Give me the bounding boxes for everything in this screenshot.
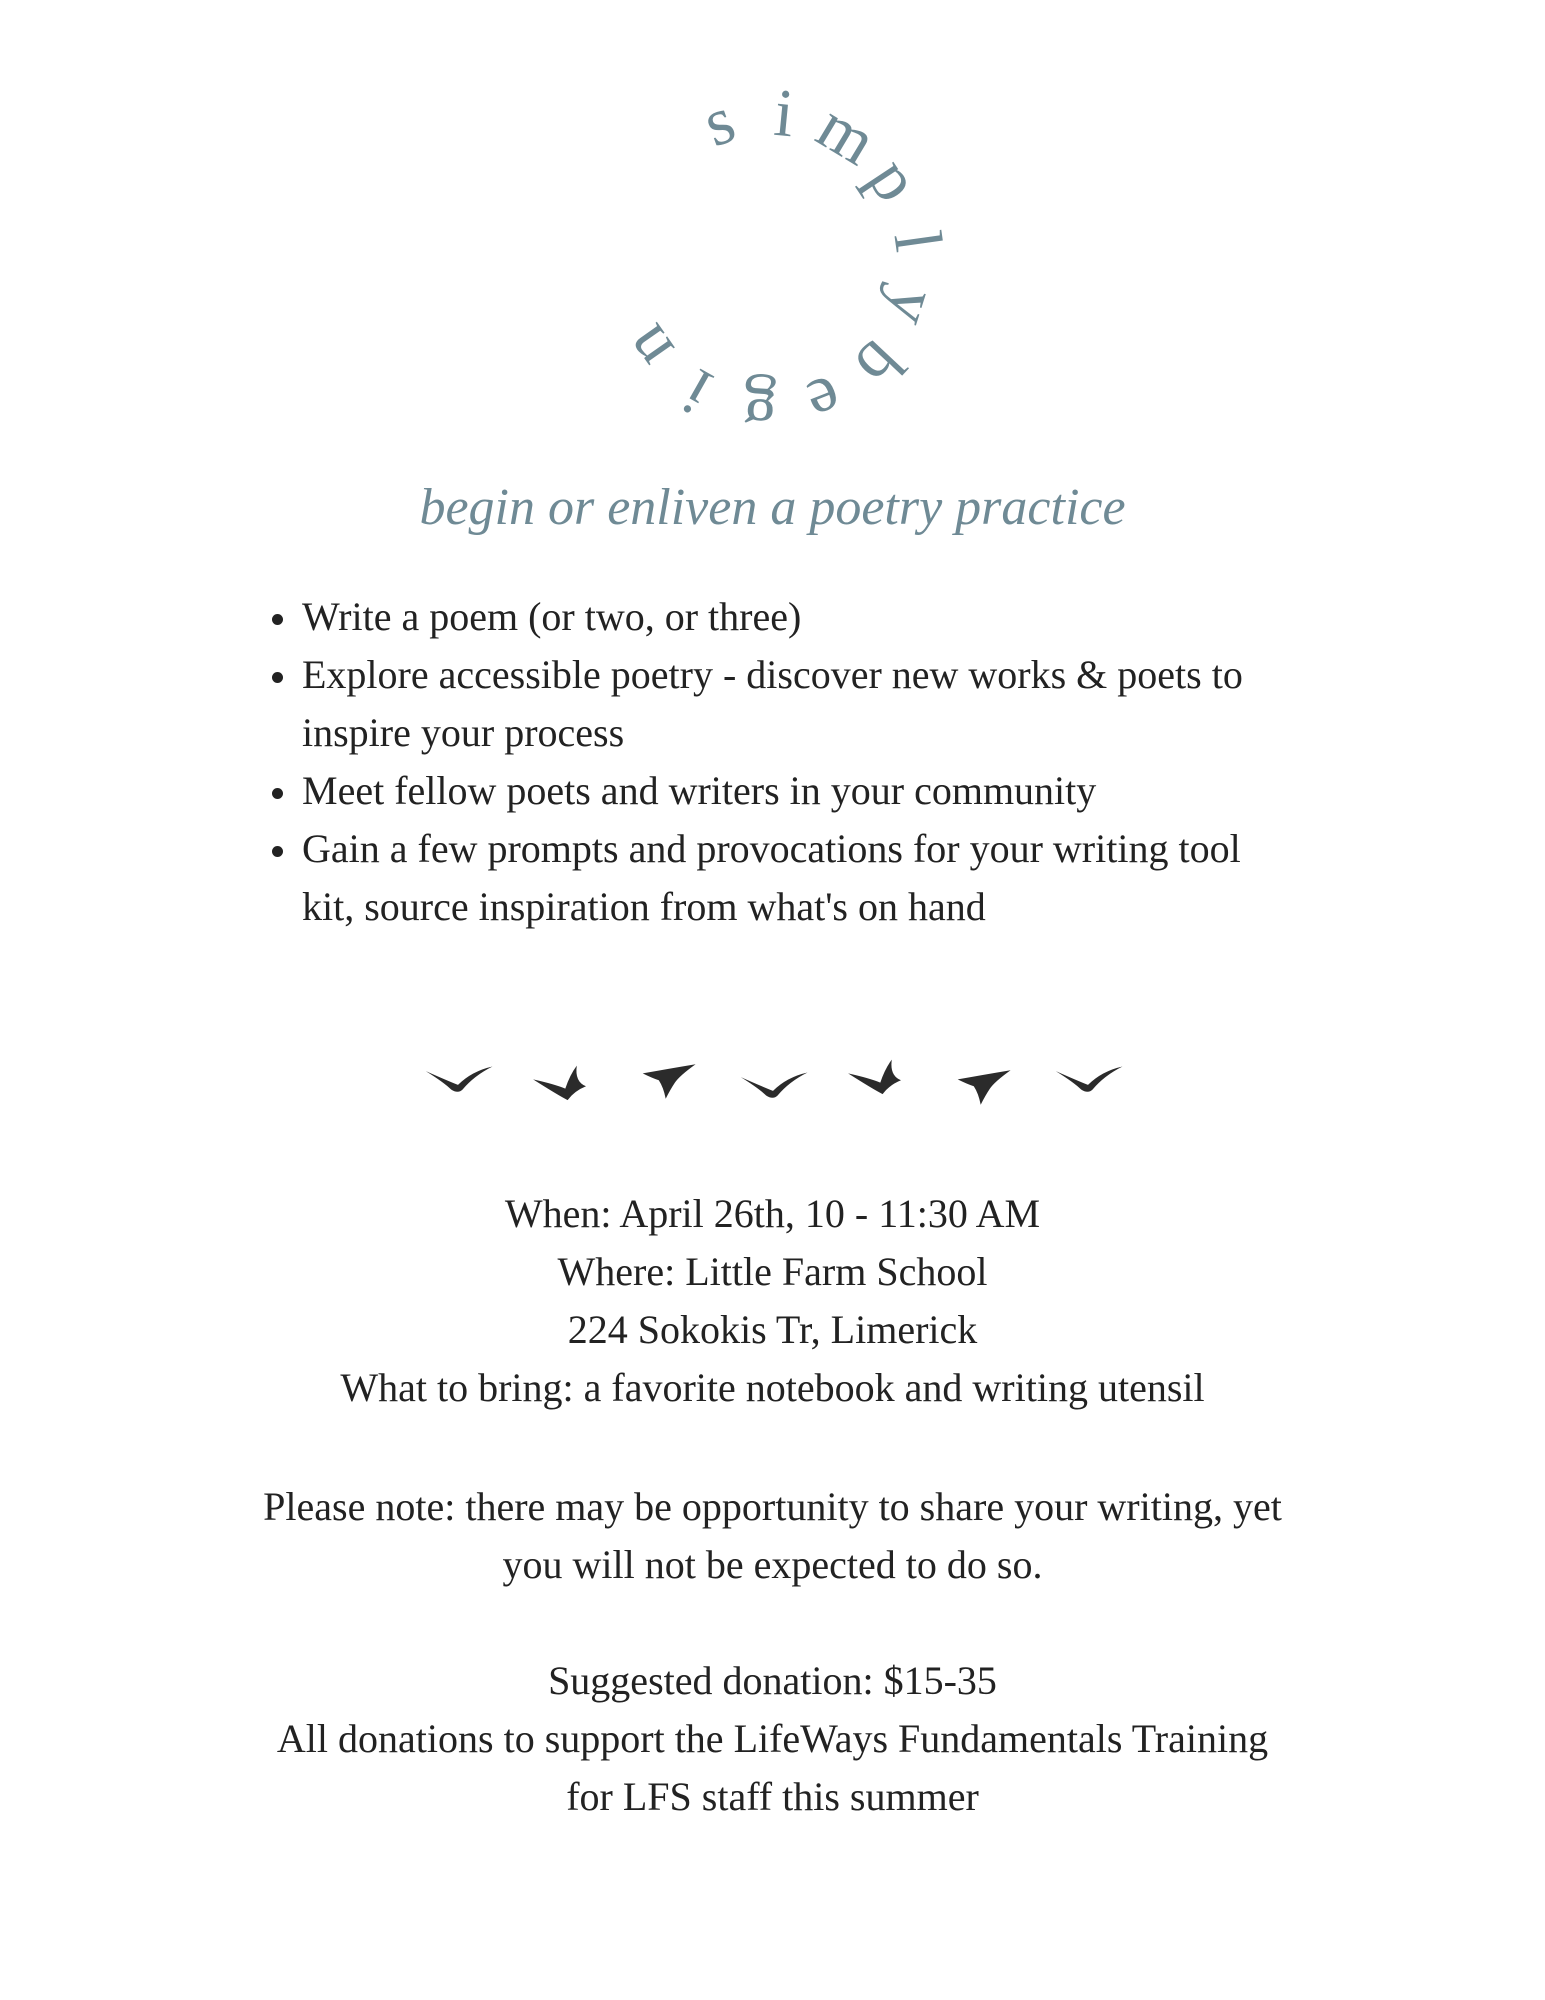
note-line: you will not be expected to do so.	[502, 1542, 1043, 1587]
donation-info	[0, 1652, 1545, 1826]
flying-bird-icon	[533, 1066, 586, 1101]
flying-bird-icon	[426, 1067, 493, 1092]
list-item	[268, 588, 1328, 646]
donation-amount: Suggested donation: $15-35	[548, 1658, 997, 1703]
list-item-line: Explore accessible poetry - discover new works & poets to	[302, 652, 1243, 697]
flying-bird-icon	[958, 1070, 1011, 1105]
event-address: 224 Sokokis Tr, Limerick	[567, 1307, 978, 1352]
donation-purpose: All donations to support the LifeWays Fundamentals Training	[276, 1716, 1269, 1761]
list-item-line: Gain a few prompts and provocations for your writing tool	[302, 826, 1241, 871]
event-where: Where: Little Farm School	[557, 1249, 988, 1294]
logo-letter: i	[669, 354, 724, 431]
logo-letter: g	[739, 372, 780, 451]
event-when: When: April 26th, 10 - 11:30 AM	[504, 1191, 1041, 1236]
flying-bird-icon	[643, 1064, 696, 1099]
list-item-line: inspire your process	[302, 710, 625, 755]
list-item-line: Write a poem (or two, or three)	[302, 594, 802, 639]
logo-letter: m	[805, 87, 890, 180]
logo-letter: l	[879, 226, 958, 256]
feature-list	[268, 588, 1328, 936]
event-bring: What to bring: a favorite notebook and writing utensil	[340, 1365, 1205, 1410]
list-item	[268, 762, 1328, 820]
list-item-line: Meet fellow poets and writers in your community	[302, 768, 1097, 813]
logo-letter: e	[797, 360, 853, 443]
list-item-line: kit, source inspiration from what's on hand	[302, 884, 986, 929]
logo-letter: b	[840, 325, 920, 403]
donation-purpose: for LFS staff this summer	[566, 1774, 979, 1819]
logo-letter: y	[871, 279, 955, 335]
event-details	[0, 1185, 1545, 1417]
flying-bird-icon	[741, 1073, 808, 1098]
tagline: begin or enliven a poetry practice	[419, 479, 1126, 536]
logo-letter: p	[854, 144, 937, 215]
please-note	[0, 1478, 1545, 1594]
flying-bird-icon	[1056, 1067, 1123, 1092]
simply-begin-logo	[0, 0, 1545, 460]
flying-bird-icon	[848, 1060, 901, 1095]
logo-letter: n	[606, 312, 688, 384]
note-line: Please note: there may be opportunity to share your writing, yet	[263, 1484, 1282, 1529]
logo-letter: i	[771, 73, 798, 152]
list-item	[268, 820, 1328, 936]
flying-birds-divider	[0, 1040, 1545, 1120]
list-item	[268, 646, 1328, 762]
logo-circular-text	[606, 74, 957, 451]
logo-letter: s	[693, 80, 745, 162]
